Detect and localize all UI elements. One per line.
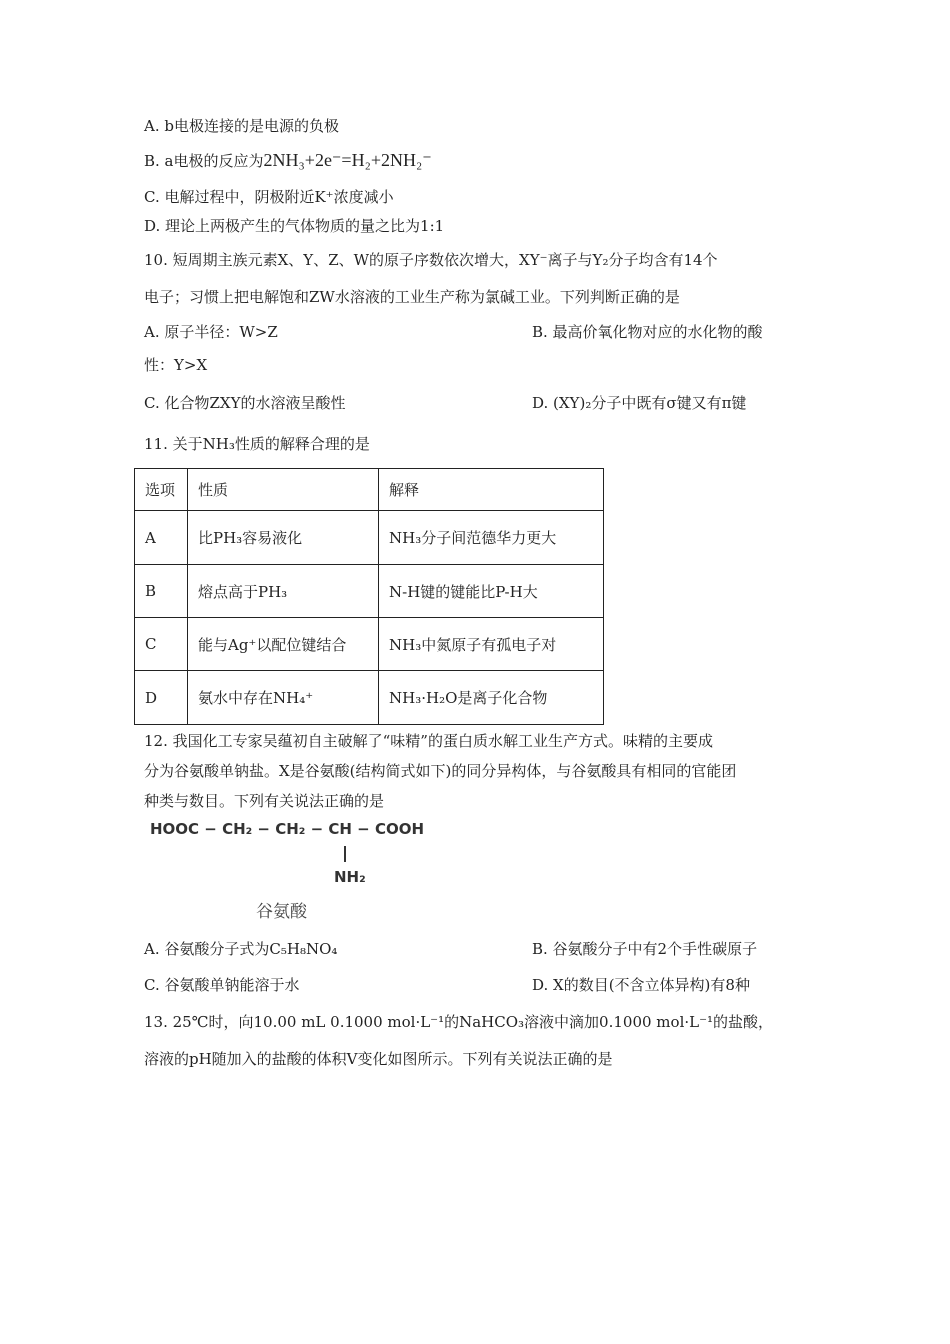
q9-option-b (144, 150, 432, 171)
table-header-cell: 选项 (135, 469, 188, 511)
q9-option-b-equation: 2NH₃+2e⁻=H₂+2NH₂⁻ (263, 150, 432, 170)
q12-option-c: C. 谷氨酸单钠能溶于水 (144, 976, 300, 994)
structure-caption: 谷氨酸 (256, 902, 307, 922)
table-cell: 熔点高于PH₃ (188, 565, 379, 618)
q12-line2: 分为谷氨酸单钠盐。X是谷氨酸(结构简式如下)的同分异构体，与谷氨酸具有相同的官能团 (144, 762, 737, 780)
q11-table (134, 468, 604, 725)
table-row (135, 511, 604, 565)
table-cell: 比PH₃容易液化 (188, 511, 379, 565)
q9-option-c: C. 电解过程中，阴极附近K⁺浓度减小 (144, 188, 394, 206)
q10-option-b-line1: B. 最高价氧化物对应的水化物的酸 (532, 323, 763, 341)
q12-option-d: D. X的数目(不含立体异构)有8种 (532, 976, 750, 994)
q12-option-a: A. 谷氨酸分子式为C₅H₈NO₄ (144, 940, 338, 958)
q9-option-a: A. b电极连接的是电源的负极 (144, 117, 339, 135)
table-row (135, 565, 604, 618)
table-header-cell: 解释 (379, 469, 604, 511)
table-cell: 氨水中存在NH₄⁺ (188, 671, 379, 725)
q10-line2: 电子；习惯上把电解饱和ZW水溶液的工业生产称为氯碱工业。下列判断正确的是 (144, 288, 680, 306)
q10-option-c: C. 化合物ZXY的水溶液呈酸性 (144, 394, 346, 412)
q9-option-d: D. 理论上两极产生的气体物质的量之比为1:1 (144, 217, 445, 235)
table-cell: C (135, 618, 188, 671)
q13-line1: 13. 25℃时，向10.00 mL 0.1000 mol·L⁻¹的NaHCO₃溶液中滴加0.1000 mol·L⁻¹的盐酸， (144, 1013, 774, 1031)
structure-amino-group: NH₂ (334, 868, 366, 886)
q13-line2: 溶液的pH随加入的盐酸的体积V变化如图所示。下列有关说法正确的是 (144, 1050, 613, 1068)
q9-option-b-prefix: B. a电极的反应为 (144, 152, 264, 170)
table-row (135, 671, 604, 725)
structure-bond-line (344, 846, 346, 862)
q12-line1: 12. 我国化工专家吴蕴初自主破解了“味精”的蛋白质水解工业生产方式。味精的主要成 (144, 732, 713, 750)
glutamic-acid-structure (150, 820, 424, 838)
q12-line3: 种类与数目。下列有关说法正确的是 (144, 792, 385, 810)
table-cell: NH₃·H₂O是离子化合物 (379, 671, 604, 725)
q10-option-b-line2: 性：Y>X (144, 356, 208, 374)
table-cell: N-H键的键能比P-H大 (379, 565, 604, 618)
q12-option-b: B. 谷氨酸分子中有2个手性碳原子 (532, 940, 758, 958)
table-cell: NH₃中氮原子有孤电子对 (379, 618, 604, 671)
table-cell: 能与Ag⁺以配位键结合 (188, 618, 379, 671)
table-cell: D (135, 671, 188, 725)
table-cell: NH₃分子间范德华力更大 (379, 511, 604, 565)
q11-stem: 11. 关于NH₃性质的解释合理的是 (144, 435, 370, 453)
q10-option-a: A. 原子半径：W>Z (144, 323, 278, 341)
table-cell: A (135, 511, 188, 565)
q10-option-d: D. (XY)₂分子中既有σ键又有π键 (532, 394, 747, 412)
table-header-row (135, 469, 604, 511)
table-row (135, 618, 604, 671)
structure-main-chain: HOOC − CH₂ − CH₂ − CH − COOH (150, 820, 425, 838)
table-header-cell: 性质 (188, 469, 379, 511)
q10-line1: 10. 短周期主族元素X、Y、Z、W的原子序数依次增大，XY⁻离子与Y₂分子均含有14个 (144, 251, 718, 269)
table-cell: B (135, 565, 188, 618)
